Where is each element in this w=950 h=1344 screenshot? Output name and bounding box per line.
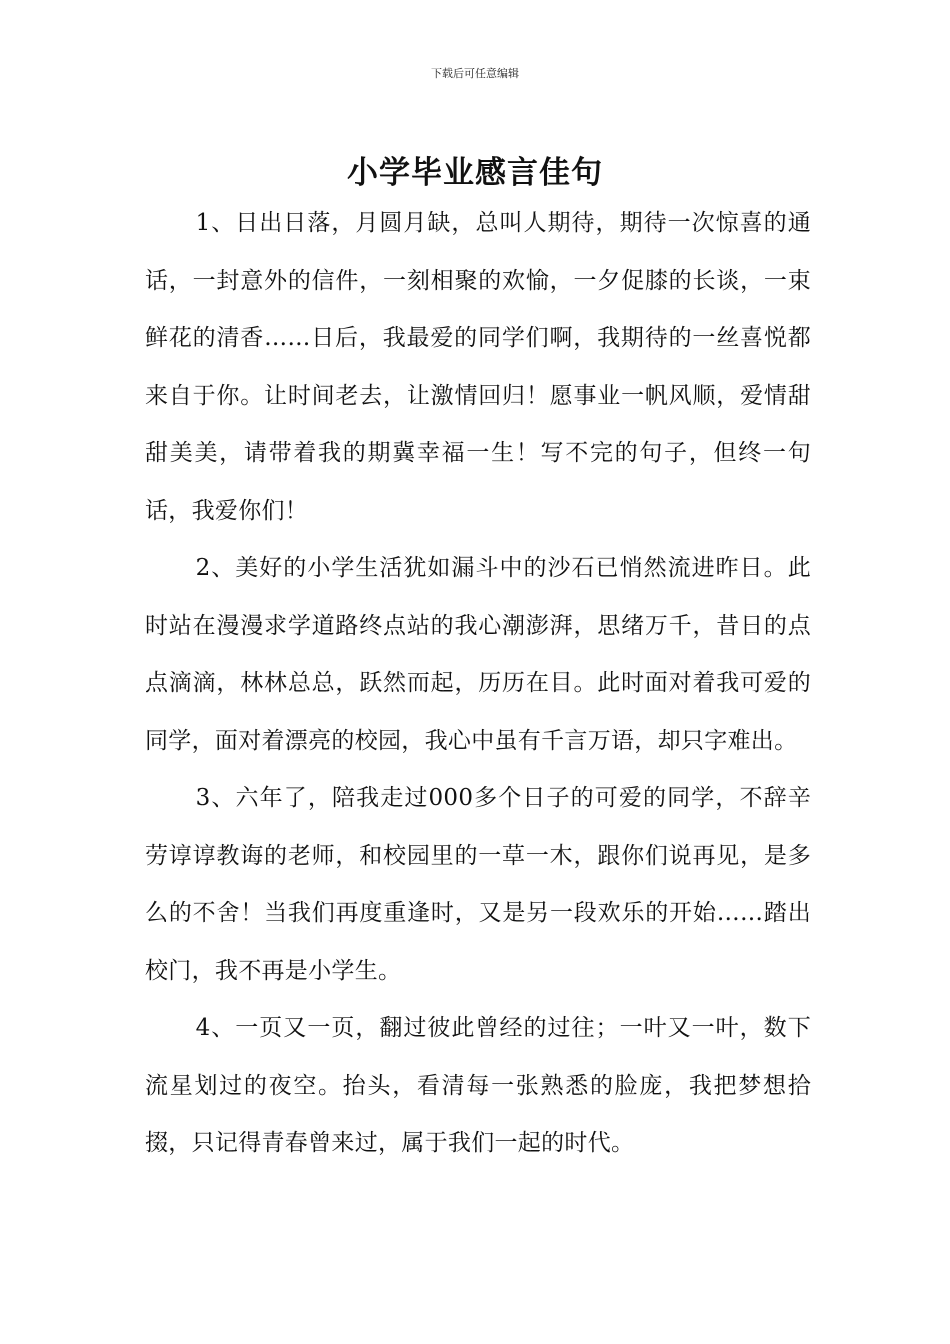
paragraph-4: 4、一页又一页，翻过彼此曾经的过往；一叶又一叶，数下流星划过的夜空。抬头，看清每一张熟悉的脸庞，我把梦想拾掇，只记得青春曾来过，属于我们一起的时代。 <box>145 1015 811 1156</box>
document-body <box>145 195 811 1173</box>
paragraph-1: 1、日出日落，月圆月缺，总叫人期待，期待一次惊喜的通话，一封意外的信件，一刻相聚的欢愉，一夕促膝的长谈，一束鲜花的清香……日后，我最爱的同学们啊，我期待的一丝喜悦都来自于你。让时间老去，让激情回归！愿事业一帆风顺，爱情甜甜美美，请带着我的期冀幸福一生！写不完的句子，但终一句话，我爱你们！ <box>145 210 811 524</box>
paragraph-2: 2、美好的小学生活犹如漏斗中的沙石已悄然流进昨日。此时站在漫漫求学道路终点站的我心潮澎湃，思绪万千，昔日的点点滴滴，林林总总，跃然而起，历历在目。此时面对着我可爱的同学，面对着漂亮的校园，我心中虽有千言万语，却只字难出。 <box>145 555 811 754</box>
paragraph-3: 3、六年了，陪我走过000多个日子的可爱的同学，不辞辛劳谆谆教诲的老师，和校园里的一草一木，跟你们说再见，是多么的不舍！当我们再度重逢时，又是另一段欢乐的开始……踏出校门，我不再是小学生。 <box>145 785 811 984</box>
document-title: 小学毕业感言佳句 <box>347 154 603 191</box>
header-note: 下载后可任意编辑 <box>431 67 519 80</box>
